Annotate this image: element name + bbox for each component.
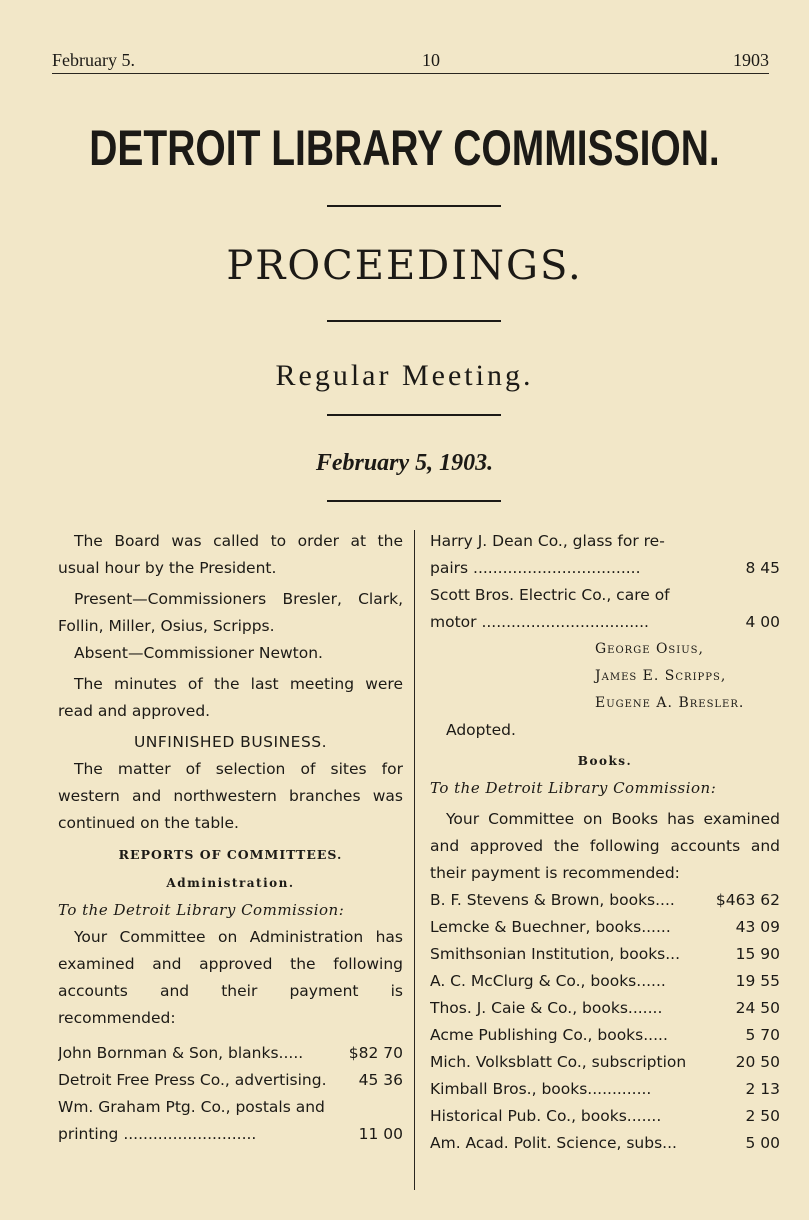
account-description: Am. Acad. Polit. Science, subs... bbox=[430, 1134, 677, 1152]
account-description: A. C. McClurg & Co., books...... bbox=[430, 972, 666, 990]
account-amount bbox=[776, 528, 780, 555]
account-description: Smithsonian Institution, books... bbox=[430, 945, 681, 963]
account-row bbox=[430, 1022, 780, 1049]
account-description: Mich. Volksblatt Co., subscription bbox=[430, 1053, 687, 1071]
account-amount: 24 50 bbox=[735, 999, 780, 1017]
account-row bbox=[430, 528, 780, 555]
account-amount bbox=[776, 582, 780, 609]
signature-line: Eugene A. Bresler. bbox=[595, 695, 745, 711]
adopted-text: Adopted. bbox=[446, 721, 516, 739]
signature-line: George Osius, bbox=[595, 641, 704, 657]
books-body: Your Committee on Books has examined and approved the following accounts and their payment is recommended: bbox=[430, 810, 780, 882]
account-row bbox=[430, 941, 780, 968]
absent-paragraph: Absent—Commissioner Newton. bbox=[74, 644, 323, 662]
page-number: 10 bbox=[422, 50, 440, 70]
unfinished-business-heading: UNFINISHED BUSINESS. bbox=[133, 733, 328, 751]
account-description: Acme Publishing Co., books..... bbox=[430, 1026, 668, 1044]
account-description: Scott Bros. Electric Co., care of bbox=[430, 586, 670, 604]
account-description: pairs .................................. bbox=[430, 559, 641, 577]
account-row bbox=[430, 914, 780, 941]
account-amount: 43 09 bbox=[735, 918, 780, 936]
account-row bbox=[58, 1067, 403, 1094]
account-row bbox=[430, 555, 780, 582]
administration-heading: Administration. bbox=[166, 876, 295, 890]
minutes-paragraph: The minutes of the last meeting were read and approved. bbox=[58, 675, 403, 720]
admin-accounts-list bbox=[58, 1040, 403, 1148]
account-amount: 20 50 bbox=[735, 1053, 780, 1071]
account-row bbox=[430, 1049, 780, 1076]
present-paragraph: Present—Commissioners Bresler, Clark, Follin, Miller, Osius, Scripps. bbox=[58, 590, 403, 635]
header-date: February 5. bbox=[52, 50, 135, 70]
account-amount: 2 50 bbox=[745, 1107, 780, 1125]
account-amount: 2 13 bbox=[745, 1080, 780, 1098]
admin-body: Your Committee on Administration has examined and approved the following accounts and their payment is recommended: bbox=[58, 928, 403, 1027]
account-amount: 19 55 bbox=[735, 972, 780, 990]
meeting-date: February 5, 1903. bbox=[315, 450, 494, 476]
call-to-order-paragraph: The Board was called to order at the usual hour by the President. bbox=[58, 532, 403, 577]
divider-rule bbox=[327, 205, 501, 207]
account-description: John Bornman & Son, blanks..... bbox=[58, 1044, 304, 1062]
admin-accounts-continued bbox=[430, 528, 780, 636]
reports-heading: REPORTS OF COMMITTEES. bbox=[118, 847, 343, 862]
account-description: Kimball Bros., books............. bbox=[430, 1080, 652, 1098]
account-row bbox=[58, 1094, 403, 1121]
account-description: motor .................................. bbox=[430, 613, 649, 631]
account-amount: $463 62 bbox=[715, 891, 780, 909]
account-amount: 15 90 bbox=[735, 945, 780, 963]
divider-rule bbox=[327, 320, 501, 322]
account-row bbox=[430, 995, 780, 1022]
books-heading: Books. bbox=[577, 754, 633, 768]
account-amount: $82 70 bbox=[348, 1044, 403, 1062]
masthead: DETROIT LIBRARY COMMISSION. bbox=[89, 120, 720, 176]
account-amount: 5 70 bbox=[745, 1026, 780, 1044]
signature-line: James E. Scripps, bbox=[595, 668, 727, 684]
unfinished-business-paragraph: The matter of selection of sites for western and northwestern branches was continued on the table. bbox=[58, 760, 403, 832]
account-amount: 11 00 bbox=[358, 1125, 403, 1143]
running-header bbox=[52, 50, 769, 72]
divider-rule bbox=[327, 414, 501, 416]
account-description: Historical Pub. Co., books....... bbox=[430, 1107, 662, 1125]
account-amount: 8 45 bbox=[745, 559, 780, 577]
column-divider bbox=[414, 530, 415, 1190]
account-row bbox=[430, 609, 780, 636]
account-row bbox=[430, 1076, 780, 1103]
account-description: Wm. Graham Ptg. Co., postals and bbox=[58, 1098, 325, 1116]
account-amount: 4 00 bbox=[745, 613, 780, 631]
account-amount: 5 00 bbox=[745, 1134, 780, 1152]
account-description: Detroit Free Press Co., advertising. bbox=[58, 1071, 327, 1089]
page-title: PROCEEDINGS. bbox=[226, 243, 583, 289]
account-description: Thos. J. Caie & Co., books....... bbox=[430, 999, 663, 1017]
account-row bbox=[430, 968, 780, 995]
account-description: Lemcke & Buechner, books...... bbox=[430, 918, 671, 936]
account-description: B. F. Stevens & Brown, books.... bbox=[430, 891, 675, 909]
account-row bbox=[58, 1040, 403, 1067]
account-row bbox=[430, 582, 780, 609]
admin-salutation: To the Detroit Library Commission: bbox=[58, 901, 345, 919]
account-amount: 45 36 bbox=[358, 1071, 403, 1089]
account-amount bbox=[399, 1094, 403, 1121]
header-year: 1903 bbox=[733, 50, 769, 70]
account-row bbox=[58, 1121, 403, 1148]
account-row bbox=[430, 887, 780, 914]
account-description: printing ........................... bbox=[58, 1125, 257, 1143]
meeting-type: Regular Meeting. bbox=[275, 359, 534, 392]
account-description: Harry J. Dean Co., glass for re- bbox=[430, 532, 665, 550]
account-row bbox=[430, 1130, 780, 1157]
books-salutation: To the Detroit Library Commission: bbox=[430, 779, 717, 797]
books-accounts-list bbox=[430, 887, 780, 1157]
account-row bbox=[430, 1103, 780, 1130]
header-rule bbox=[52, 73, 769, 74]
divider-rule bbox=[327, 500, 501, 502]
right-column bbox=[430, 528, 780, 1157]
left-column bbox=[58, 528, 403, 1148]
